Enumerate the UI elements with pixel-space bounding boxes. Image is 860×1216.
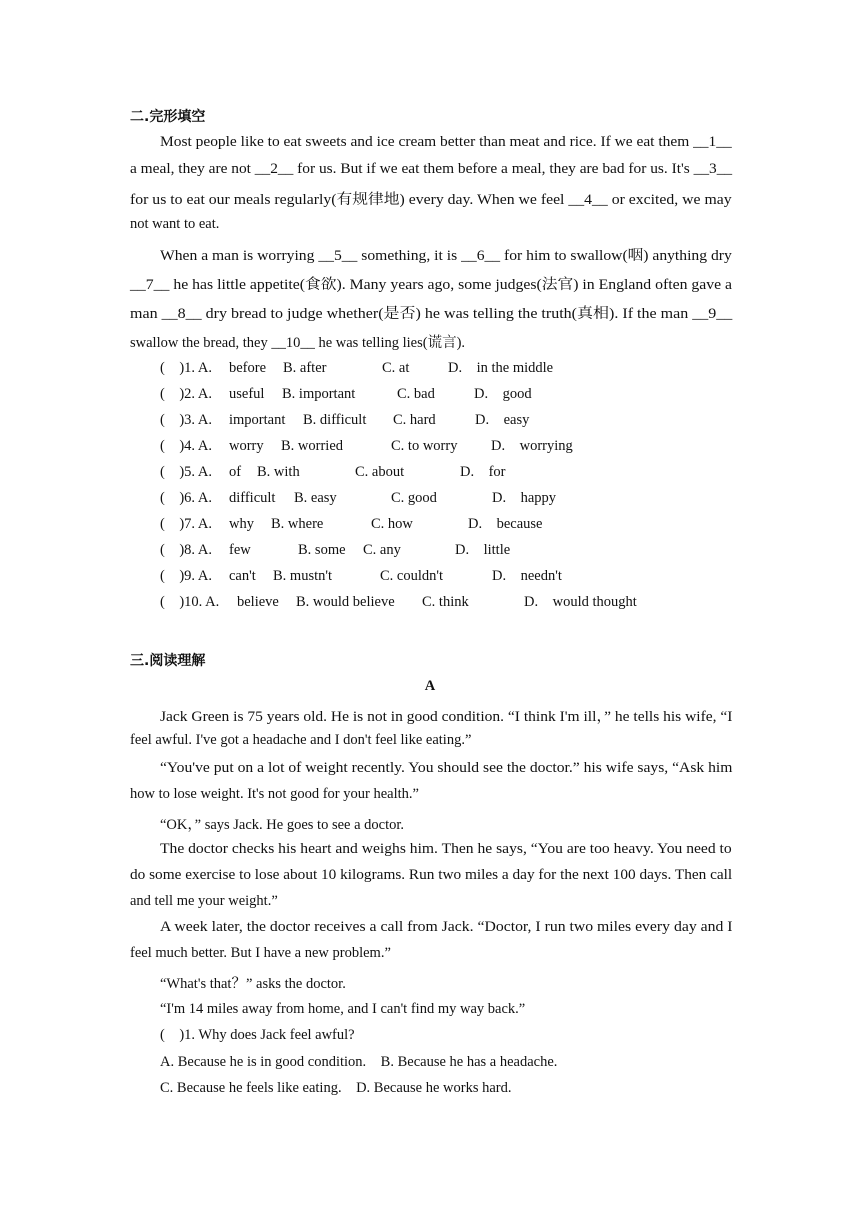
passage-line: A week later, the doctor receives a call from Jack. “Doctor, I run two miles every day and I [160,919,733,935]
passage-label: A [424,678,436,694]
passage-line: The doctor checks his heart and weighs him. Then he says, “You are too heavy. You need to [160,841,732,857]
reading-option-line: A. Because he is in good condition. B. Because he has a headache. [160,1054,558,1070]
passage-line: “OK，” says Jack. He goes to see a doctor. [160,817,405,833]
cloze-p2-line: swallow the bread, they __10__ he was telling lies(谎言). [130,335,466,351]
cloze-p1-line: not want to eat. [130,216,220,232]
reading-question: ( )1. Why does Jack feel awful? [160,1027,355,1043]
passage-line: do some exercise to lose about 10 kilograms. Run two miles a day for the next 100 days. Then call [130,867,733,883]
passage-line: Jack Green is 75 years old. He is not in good condition. “I think I'm ill，” he tells his wife, “I [160,709,733,725]
cloze-heading: 二.完形填空 [130,109,206,125]
cloze-p2-line: __7__ he has little appetite(食欲). Many years ago, some judges(法官) in England often gave a [130,277,733,293]
passage-line: “What's that？” asks the doctor. [160,976,346,992]
cloze-p2-line: When a man is worrying __5__ something, it is __6__ for him to swallow(咽) anything dry [160,248,732,264]
passage-line: how to lose weight. It's not good for your health.” [130,786,419,802]
cloze-p1-line: for us to eat our meals regularly(有规律地) every day. When we feel __4__ or excited, we may [130,192,732,208]
document-page: 二.完形填空 Most people like to eat sweets and ice cream better than meat and rice. If we eat them __1__ a meal, they are not __2__ for us. But if we eat them before a meal, they are bad for us. It's __3__ for us to eat our meals regularly(有规律地) every day. When we feel __4__ or excited, we may not want to eat. When a man is worrying __5__ something, it is __6__ for him to swallow(咽) anything dry __7__ he has little appetite(食欲). Many years ago, some judges(法官) in England often gave a man __8__ dry bread to judge whether(是否) he was telling the truth(真相). If the man __9__ swallow the bread, they __10__ he was telling lies(谎言). ( )1. A. before B. after C. at D. in the middle ( )2. A. useful B. important C. bad D. good ( )3. A. important B. difficult C. hard D. easy ( )4. A. worry B. worried C. to worry D. worrying ( )5. A. of B. with C. about D. for ( )6. A. difficult B. easy C. good D. happy ( )7. A. why B. where C. how D. because ( )8. A. few B. some C. any D. little ( )9. A. can't B. mustn't C. couldn't D. needn't ( )10. A. believe B. would believe C. think D. would thought 三.阅读理解 A Jack Green is 75 years old. He is not in good condition. “I think I'm ill，” he tells his wife, “I feel awful. I've got a headache and I don't feel like eating.” “You've put on a lot of weight recently. You should see the doctor.” his wife says, “Ask him how to lose weight. It's not good for your health.” “OK，” says Jack. He goes to see a doctor. The doctor checks his heart and weighs him. Then he says, “You are too heavy. You need to do some exercise to lose about 10 kilograms. Run two miles a day for the next 100 days. Then call and tell me your weight.” A week later, the doctor receives a call from Jack. “Doctor, I run two miles every day and I feel much better. But I have a new problem.” “What's that？” asks the doctor. “I'm 14 miles away from home, and I can't find my way back.” ( )1. Why does Jack feel awful? A. Because he is in good condition. B. Because he has a headache. C. Because he feels like eating. D. Because he works hard. [0,0,860,1216]
passage-line: feel awful. I've got a headache and I don't feel like eating.” [130,732,472,748]
cloze-p1-line: Most people like to eat sweets and ice cream better than meat and rice. If we eat them __1__ [160,134,732,150]
passage-line: “I'm 14 miles away from home, and I can't find my way back.” [160,1001,526,1017]
cloze-p1-line: a meal, they are not __2__ for us. But if we eat them before a meal, they are bad for us. It's __3__ [130,161,733,177]
passage-line: feel much better. But I have a new problem.” [130,945,391,961]
passage-line: “You've put on a lot of weight recently. You should see the doctor.” his wife says, “Ask him [160,760,733,776]
cloze-p2-line: man __8__ dry bread to judge whether(是否) he was telling the truth(真相). If the man __9__ [130,306,733,322]
reading-heading: 三.阅读理解 [130,653,206,669]
passage-line: and tell me your weight.” [130,893,278,909]
reading-option-line: C. Because he feels like eating. D. Because he works hard. [160,1080,512,1096]
